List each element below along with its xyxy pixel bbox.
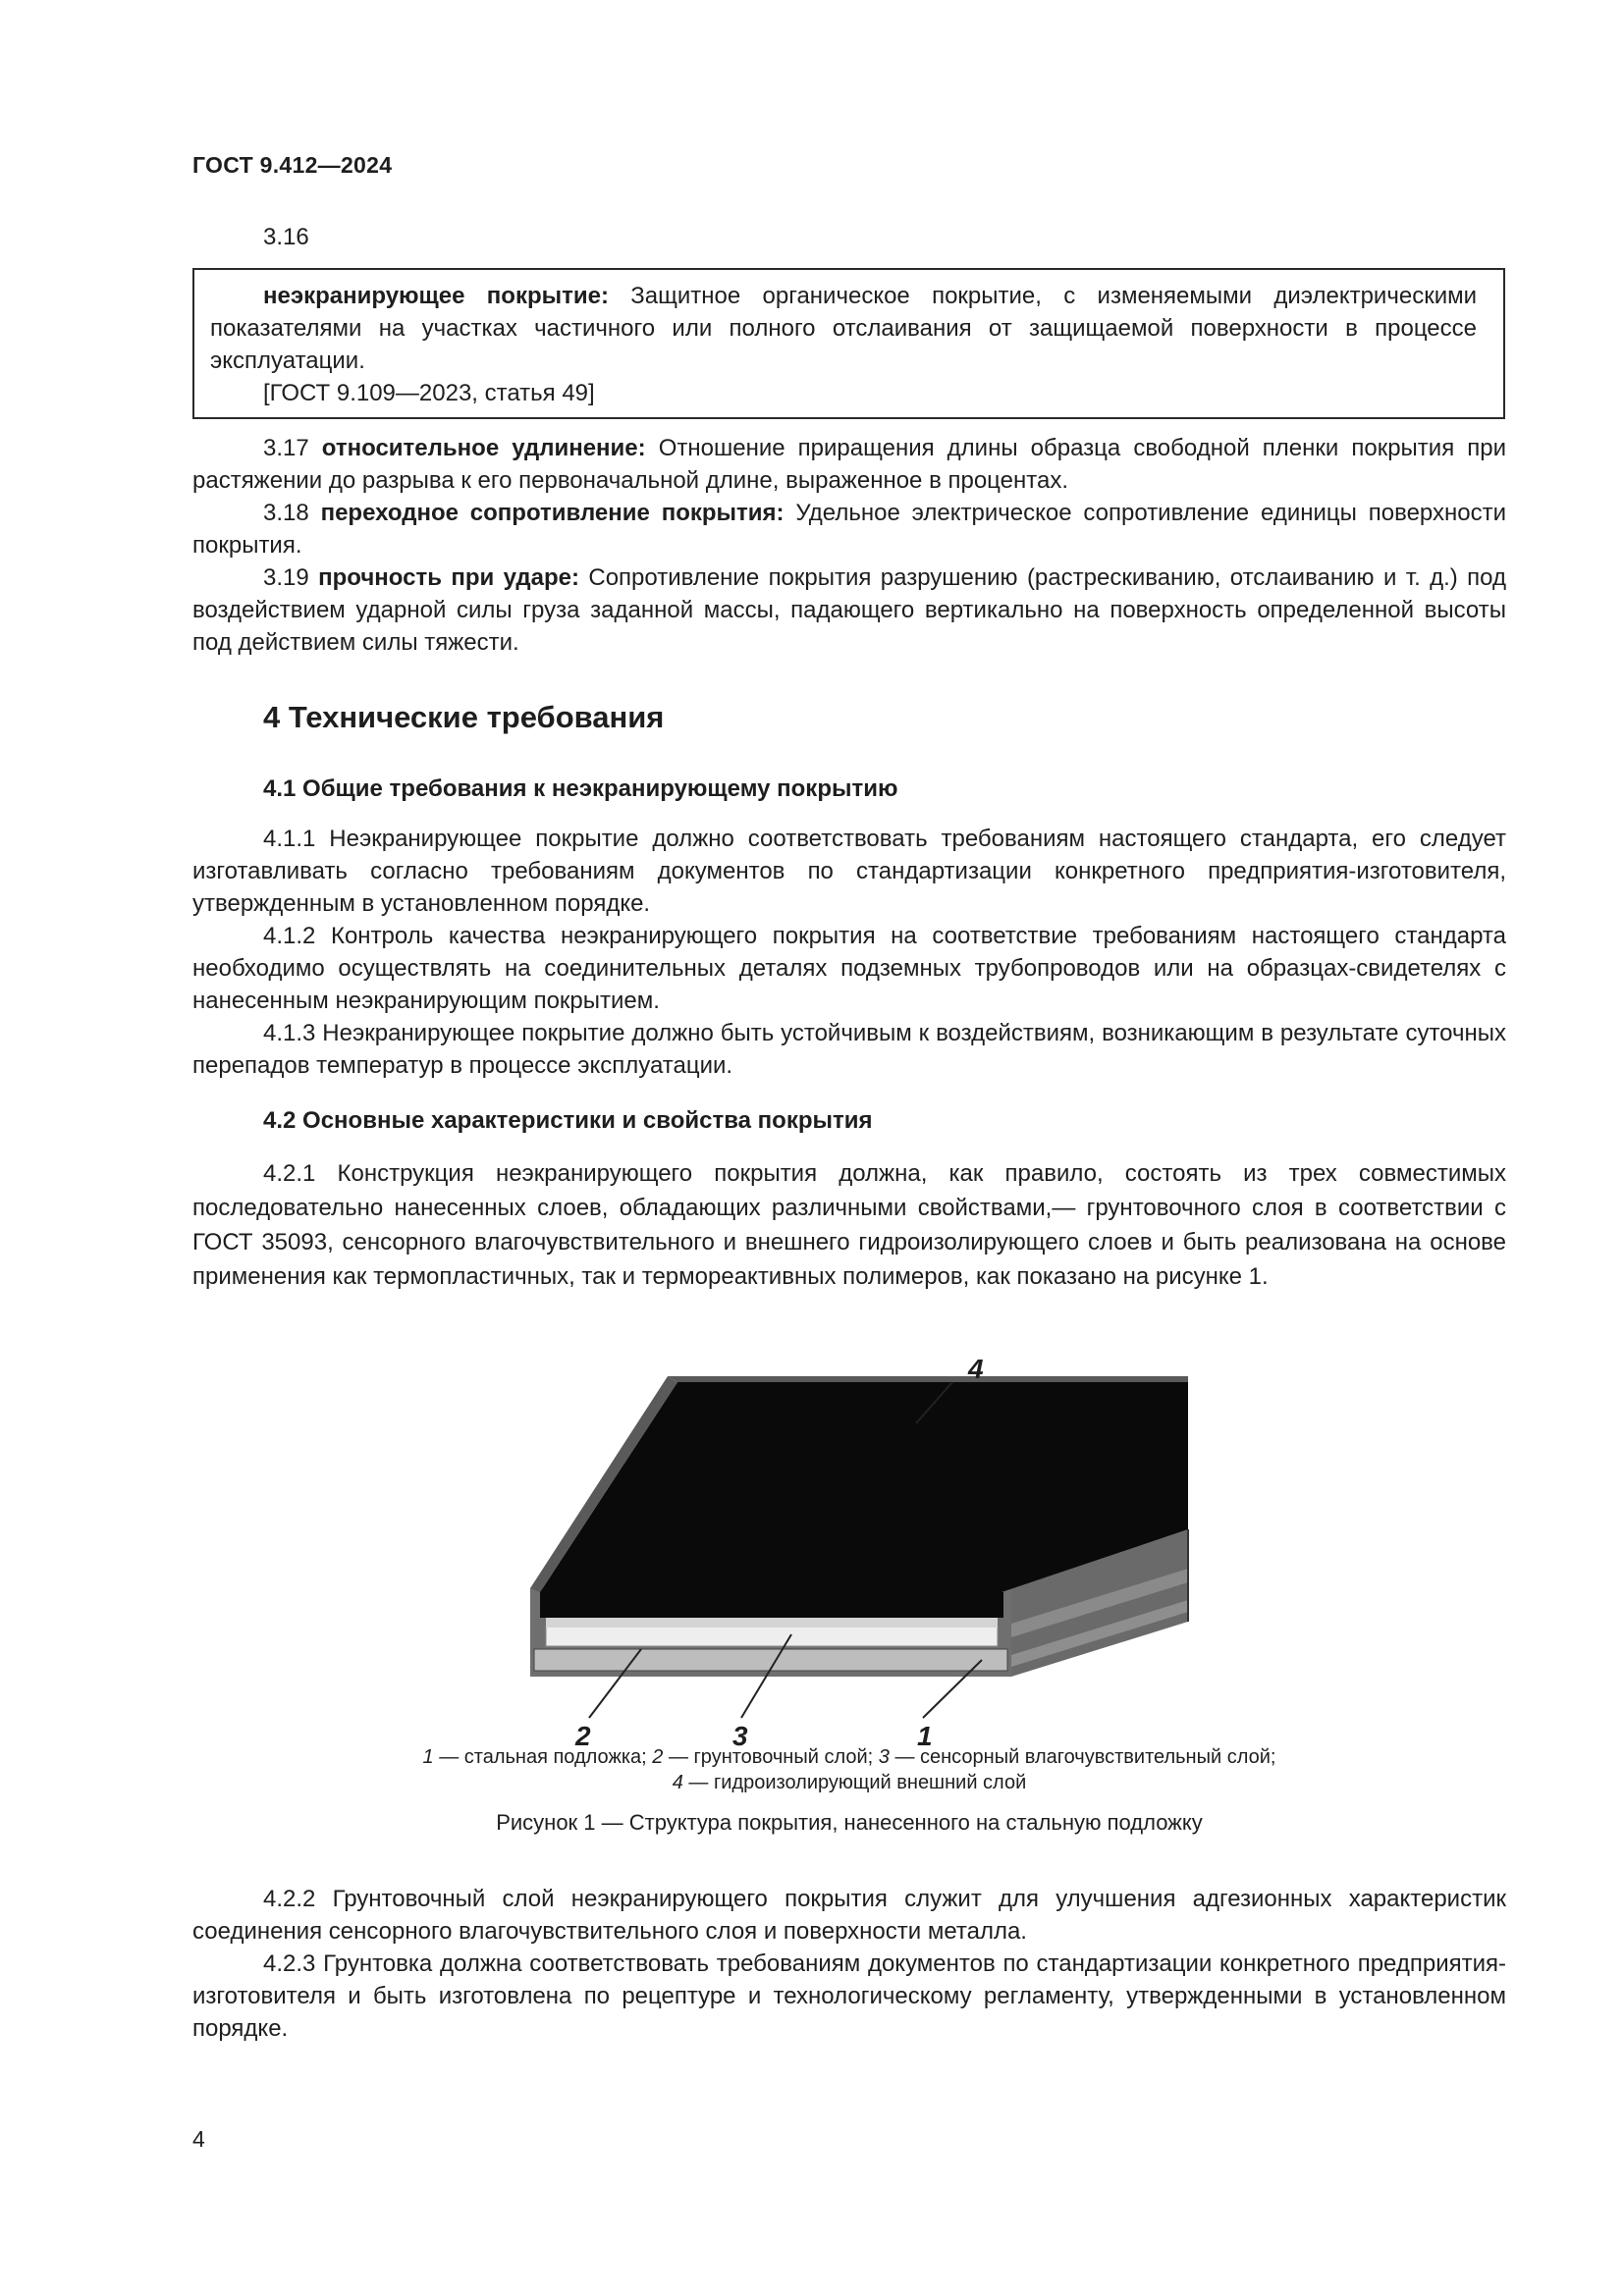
- figure-legend-line-2: 4 — гидроизолирующий внешний слой: [672, 1772, 1027, 1793]
- figure-caption: Рисунок 1 — Структура покрытия, нанесенного на стальную подложку: [496, 1810, 1203, 1835]
- figure-label-2: 2: [575, 1721, 591, 1751]
- definition-reference: [ГОСТ 9.109—2023, статья 49]: [263, 380, 595, 406]
- coating-structure-figure: [511, 1355, 1218, 1767]
- primer-layer: [546, 1618, 998, 1628]
- paragraph-4-1-3: 4.1.3 Неэкранирующее покрытие должно быть устойчивым к воздействиям, возникающим в результате суточных перепадов температур в процессе эксплуатации.: [192, 1020, 1506, 1079]
- definition-3-17: 3.17 относительное удлинение: Отношение приращения длины образца свободной пленки покрытия при растяжении до разрыва к его первоначальной длине, выраженное в процентах.: [192, 435, 1507, 494]
- definition-3-16: [210, 280, 1477, 377]
- section-4-2-title: 4.2 Основные характеристики и свойства покрытия: [263, 1107, 873, 1134]
- definition-text-3-16: Защитное органическое покрытие, с изменяемыми диэлектрическими показателями на участках частичного или полного отслаивания от защищаемой поверхности в процессе эксплуатации.: [210, 283, 1478, 374]
- figure-legend-line-1: 1 — стальная подложка; 2 — грунтовочный слой; 3 — сенсорный влагочувствительный слой;: [422, 1746, 1276, 1768]
- paragraph-4-2-1: 4.2.1 Конструкция неэкранирующего покрытия должна, как правило, состоять из трех совместимых последовательно нанесенных слоев, обладающих различными свойствами,— грунтовочного слоя в соответствии с ГОСТ 35093, сенсорного влагочувствительного и внешнего гидроизолирующего слоев и быть реализована на основе применения как термопластичных, так и термореактивных полимеров, как показано на рисунке 1.: [192, 1160, 1506, 1290]
- page-number: 4: [192, 2126, 205, 2152]
- paragraph-4-1-1: 4.1.1 Неэкранирующее покрытие должно соответствовать требованиям настоящего стандарта, его следует изготавливать согласно требованиям документов по стандартизации конкретного предприятия-изготовителя, утвержденным в установленном порядке.: [192, 826, 1506, 917]
- sensor-layer: [546, 1627, 998, 1646]
- paragraph-4-2-2: 4.2.2 Грунтовочный слой неэкранирующего покрытия служит для улучшения адгезионных характеристик соединения сенсорного влагочувствительного слоя и поверхности металла.: [192, 1886, 1506, 1945]
- figure-label-3: 3: [732, 1721, 748, 1751]
- section-4-1-title: 4.1 Общие требования к неэкранирующему покрытию: [263, 775, 898, 802]
- term-3-16: неэкранирующее покрытие:: [263, 283, 609, 309]
- definition-3-19: 3.19 прочность при ударе: Сопротивление покрытия разрушению (растрескиванию, отслаиванию и т. д.) под воздействием ударной силы груза заданной массы, падающего вертикально на поверхность определенной высоты под действием силы тяжести.: [192, 564, 1506, 656]
- paragraph-4-1-2: 4.1.2 Контроль качества неэкранирующего покрытия на соответствие требованиям настоящего стандарта необходимо осуществлять на соединительных деталях подземных трубопроводов или на образцах-свидетелях с нанесенным неэкранирующим покрытием.: [192, 923, 1506, 1014]
- waterproof-top-layer: [540, 1382, 1188, 1592]
- paragraph-4-2-3: 4.2.3 Грунтовка должна соответствовать требованиям документов по стандартизации конкретного предприятия-изготовителя и быть изготовлена по рецептуре и технологическому регламенту, утвержденными в установленном порядке.: [192, 1950, 1506, 2042]
- section-4-title: 4 Технические требования: [263, 700, 665, 734]
- clause-number-3-16: 3.16: [263, 224, 309, 250]
- figure-label-4: 4: [968, 1355, 984, 1384]
- definition-box: [192, 268, 1505, 419]
- figure-label-1: 1: [917, 1721, 933, 1751]
- definition-3-18: 3.18 переходное сопротивление покрытия: Удельное электрическое сопротивление единицы поверхности покрытия.: [192, 500, 1506, 559]
- document-header: ГОСТ 9.412—2024: [192, 152, 393, 178]
